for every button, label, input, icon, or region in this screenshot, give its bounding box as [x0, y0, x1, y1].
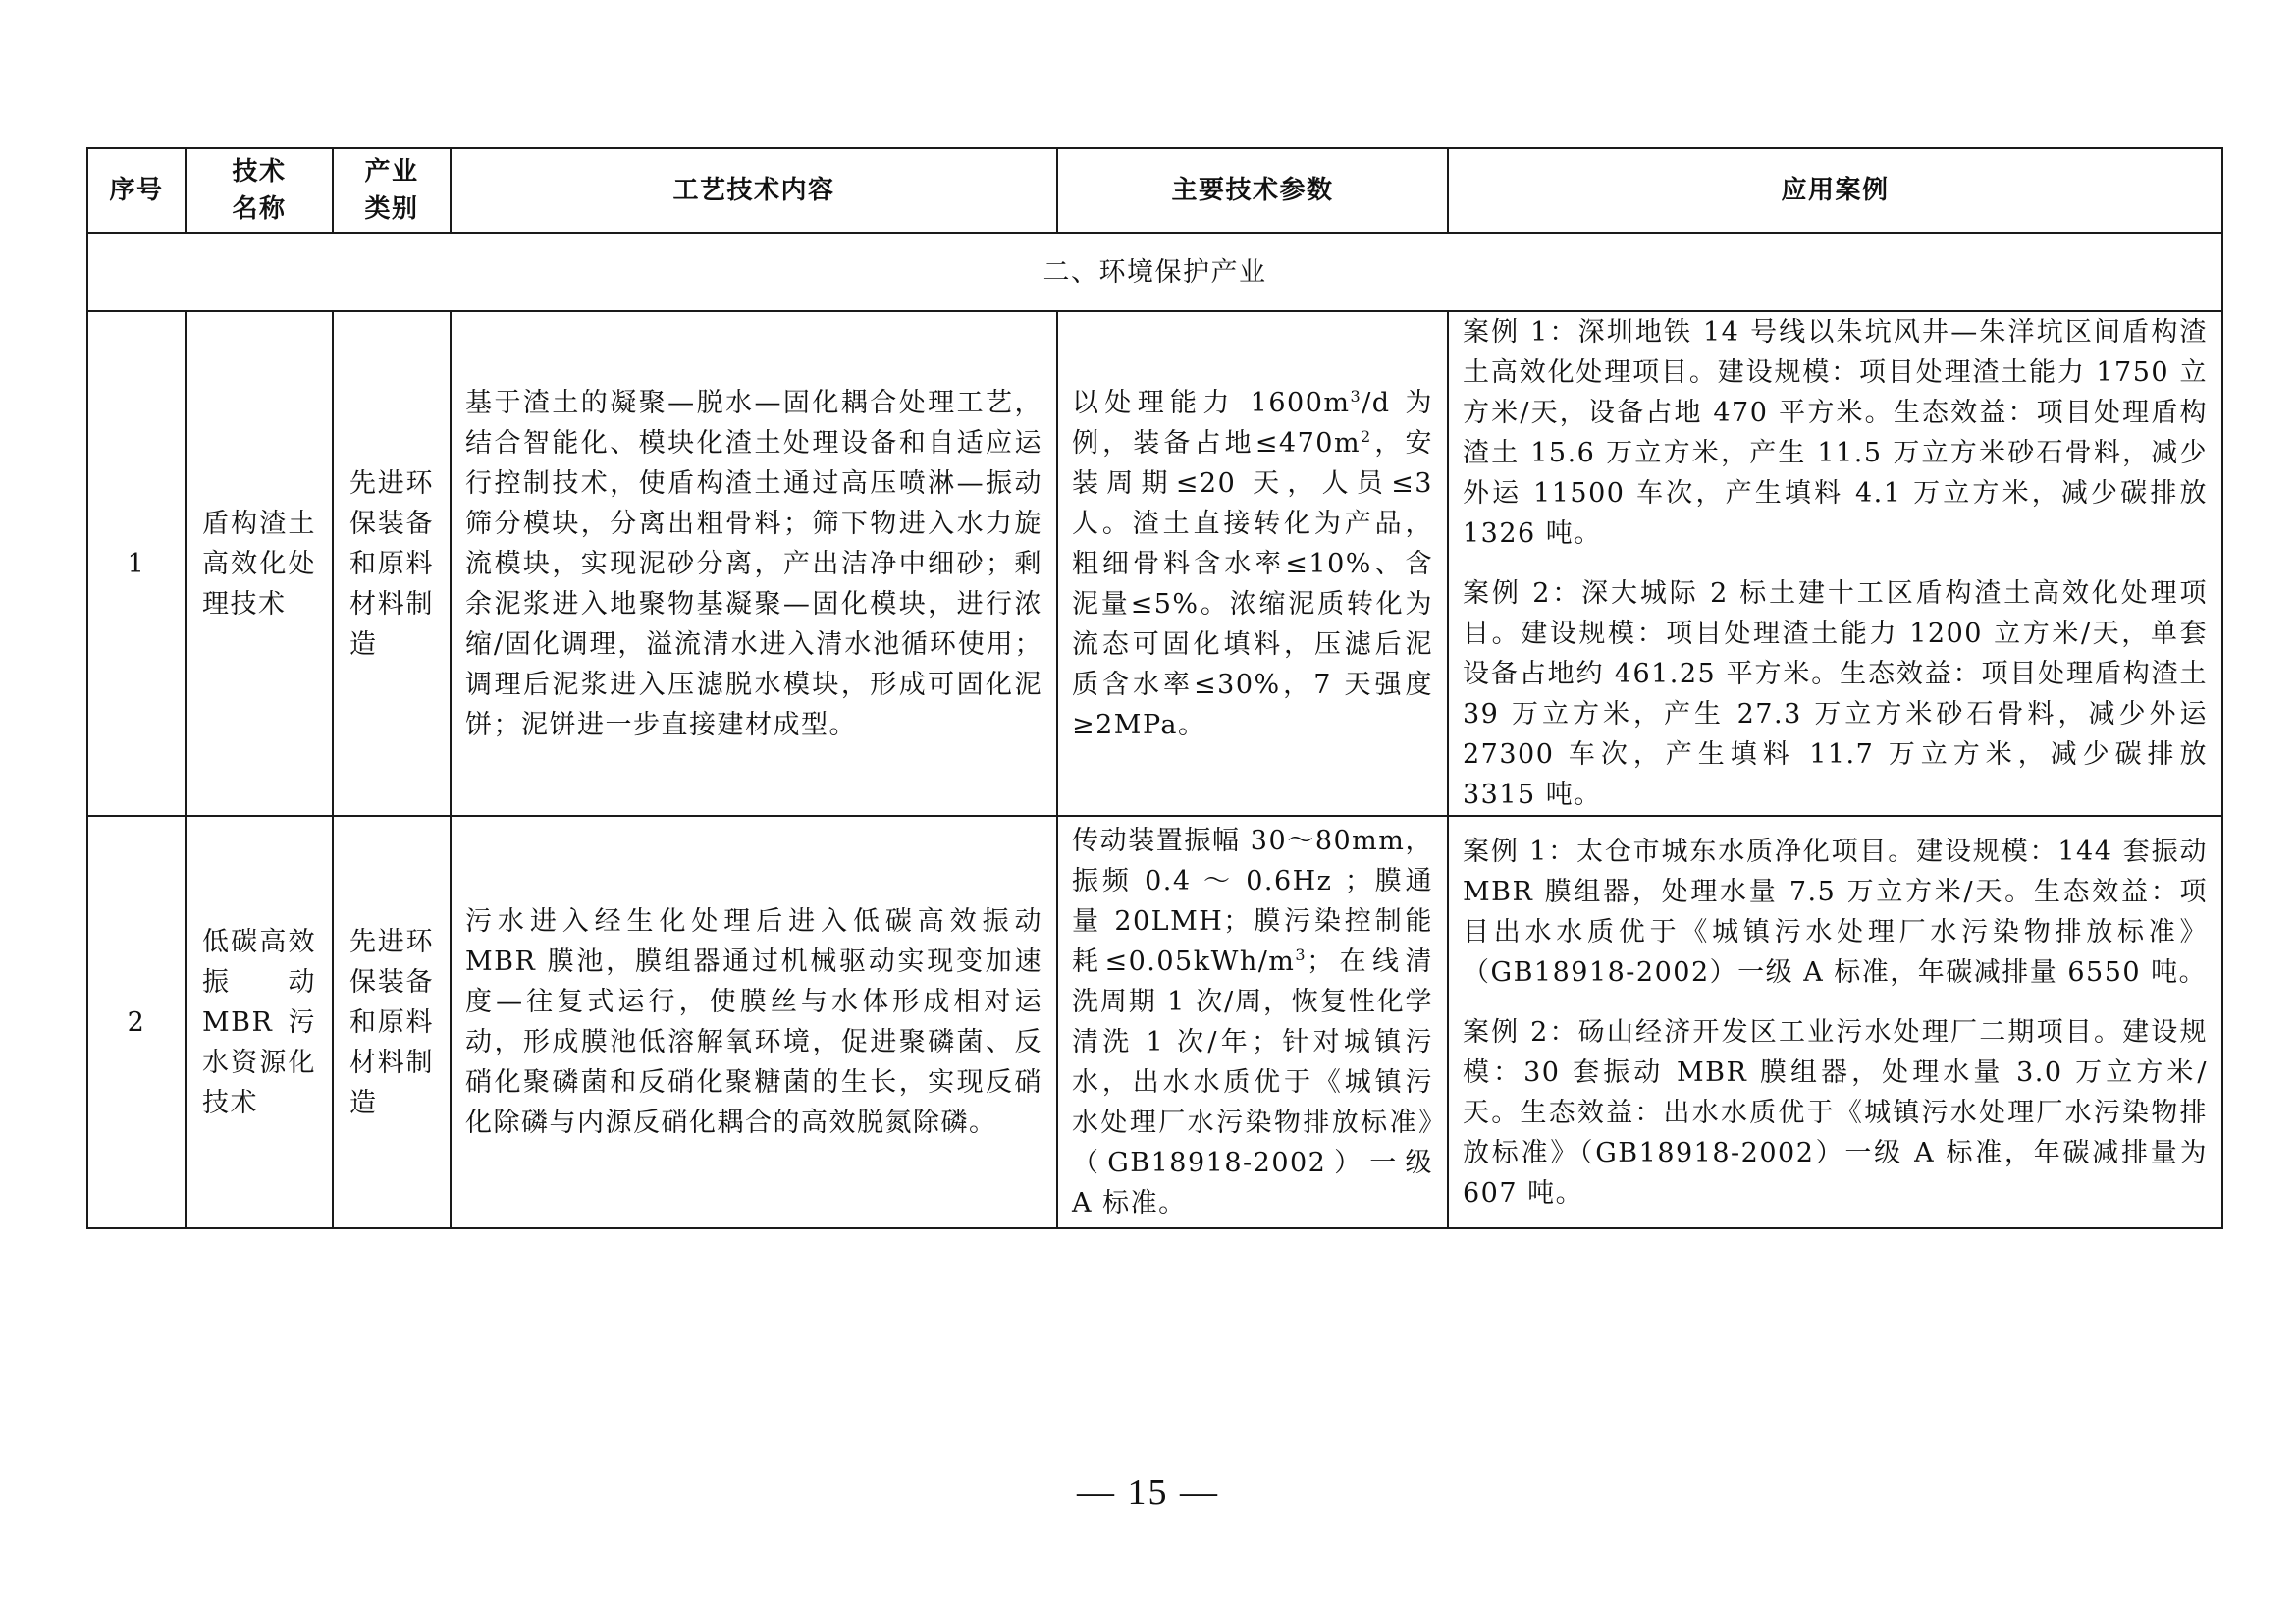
params-text-c: ，安装周期≤20 天，人员≤3 人。渣土直接转化为产品，粗细骨料含水率≤10%、含泥量≤5%。浓缩泥质转化为流态可固化填料，压滤后泥质含水率≤30%，7 天强度≥2MPa。 [1072, 427, 1433, 740]
header-tech-name-line2: 名称 [232, 194, 287, 224]
params-sup-b: 2 [1361, 426, 1372, 446]
category-cell [333, 816, 451, 1228]
header-application-cases: 应用案例 [1448, 148, 2222, 233]
tech-name: 低碳高效振动 MBR 污水资源化技术 [202, 926, 316, 1118]
tech-name-cell [186, 311, 333, 816]
main-params [1058, 383, 1447, 745]
case-item: 案例 2：深大城际 2 标土建十工区盾构渣土高效化处理项目。建设规模：项目处理渣土能力 1200 立方米/天，单套设备占地约 461.25 平方米。生态效益：项目处理盾构渣土 39 万立方米，产生 27.3 万立方米砂石骨料，减少外运 27300 车次，产生填料 11.7 万立方米，减少碳排放 3315 吨。 [1463, 578, 2208, 810]
header-industry-category [333, 148, 451, 233]
header-industry-line2: 类别 [364, 194, 419, 224]
main-params [1058, 821, 1447, 1223]
section-title: 二、环境保护产业 [87, 233, 2222, 311]
table-row [87, 311, 2222, 816]
section-row [87, 233, 2222, 311]
application-cases [1449, 312, 2221, 815]
header-serial: 序号 [87, 148, 186, 233]
technology-table [86, 147, 2223, 1229]
row-number: 2 [87, 816, 186, 1228]
header-tech-name [186, 148, 333, 233]
cases-cell [1448, 816, 2222, 1228]
tech-name-cell [186, 816, 333, 1228]
process-content: 基于渣土的凝聚—脱水—固化耦合处理工艺，结合智能化、模块化渣土处理设备和自适应运行控制技术，使盾构渣土通过高压喷淋—振动筛分模块，分离出粗骨料；筛下物进入水力旋流模块，实现泥砂分离，产出洁净中细砂；剩余泥浆进入地聚物基凝聚—固化模块，进行浓缩/固化调理，溢流清水进入清水池循环使用；调理后泥浆进入压滤脱水模块，形成可固化泥饼；泥饼进一步直接建材成型。 [465, 387, 1042, 740]
params-text-b: ；在线清洗周期 1 次/周，恢复性化学清洗 1 次/年；针对城镇污水，出水水质优于《城镇污水处理厂水污染物排放标准》（GB18918-2002）一级 A 标准。 [1072, 947, 1433, 1218]
process-cell [451, 311, 1057, 816]
page-number: — 15 — [1077, 1472, 1219, 1513]
params-cell [1057, 816, 1448, 1228]
header-process-content: 工艺技术内容 [451, 148, 1057, 233]
cases-cell [1448, 311, 2222, 816]
industry-category: 先进环保装备和原料材料制造 [349, 926, 434, 1118]
table-row [87, 816, 2222, 1228]
header-main-params: 主要技术参数 [1057, 148, 1448, 233]
params-text-a: 以处理能力 1600m [1072, 387, 1351, 418]
case-item: 案例 1：深圳地铁 14 号线以朱坑风井—朱洋坑区间盾构渣土高效化处理项目。建设规模：项目处理渣土能力 1750 立方米/天，设备占地 470 平方米。生态效益：项目处理盾构渣土 15.6 万立方米，产生 11.5 万立方米砂石骨料，减少外运 11500 车次，产生填料 4.1 万立方米，减少碳排放 1326 吨。 [1463, 317, 2208, 549]
params-text-b: /d 为例，装备占地≤470m [1072, 387, 1433, 459]
params-cell [1057, 311, 1448, 816]
case-item: 案例 2：砀山经济开发区工业污水处理厂二期项目。建设规模：30 套振动 MBR 膜组器，处理水量 3.0 万立方米/天。生态效益：出水水质优于《城镇污水处理厂水污染物排放标准》（GB18918-2002）一级 A 标准，年碳减排量为 607 吨。 [1463, 1016, 2208, 1209]
process-cell [451, 816, 1057, 1228]
params-sup-a: 3 [1350, 386, 1362, 406]
row-number: 1 [87, 311, 186, 816]
category-cell [333, 311, 451, 816]
header-industry-line1: 产业 [364, 157, 419, 187]
tech-name: 盾构渣土高效化处理技术 [202, 508, 316, 620]
params-text-a: 传动装置振幅 30～80mm，振频 0.4 ～ 0.6Hz ；膜通量 20LMH；膜污染控制能耗≤0.05kWh/m [1072, 826, 1433, 977]
header-tech-name-line1: 技术 [232, 157, 287, 187]
case-item: 案例 1：太仓市城东水质净化项目。建设规模：144 套振动 MBR 膜组器，处理水量 7.5 万立方米/天。生态效益：项目出水水质优于《城镇污水处理厂水污染物排放标准》（GB18918-2002）一级 A 标准，年碳减排量 6550 吨。 [1463, 836, 2208, 988]
params-sup-a: 3 [1295, 946, 1308, 964]
application-cases [1449, 832, 2221, 1214]
industry-category: 先进环保装备和原料材料制造 [349, 467, 434, 660]
table-header-row [87, 148, 2222, 233]
process-content: 污水进入经生化处理后进入低碳高效振动 MBR 膜池，膜组器通过机械驱动实现变加速度—往复式运行，使膜丝与水体形成相对运动，形成膜池低溶解氧环境，促进聚磷菌、反硝化聚磷菌和反硝化聚糖菌的生长，实现反硝化除磷与内源反硝化耦合的高效脱氮除磷。 [465, 906, 1042, 1138]
